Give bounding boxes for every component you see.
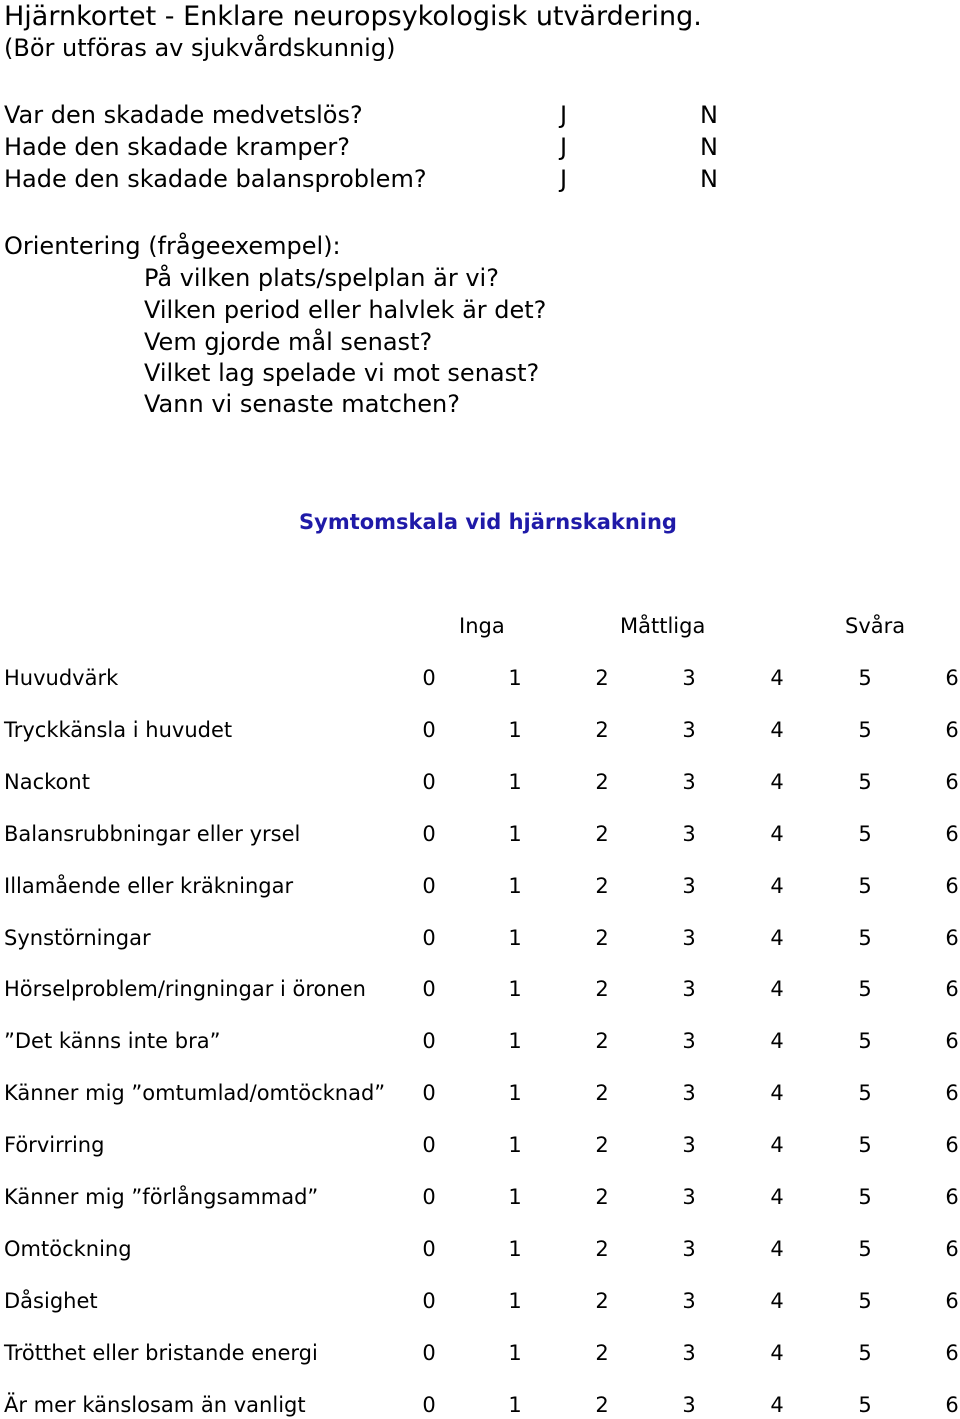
no-option[interactable]: N: [700, 165, 718, 193]
symptom-label: Dåsighet: [4, 1289, 98, 1313]
score-option-4[interactable]: 4: [770, 770, 784, 794]
score-option-0[interactable]: 0: [422, 1029, 436, 1053]
score-option-2[interactable]: 2: [595, 666, 609, 690]
score-option-1[interactable]: 1: [508, 822, 522, 846]
score-option-4[interactable]: 4: [770, 1133, 784, 1157]
yes-no-question: Var den skadade medvetslös?: [4, 101, 363, 129]
header-none: Inga: [459, 614, 505, 638]
score-option-4[interactable]: 4: [770, 1393, 784, 1417]
score-option-3[interactable]: 3: [682, 1029, 696, 1053]
score-option-4[interactable]: 4: [770, 926, 784, 950]
score-option-6[interactable]: 6: [945, 666, 959, 690]
score-option-6[interactable]: 6: [945, 822, 959, 846]
score-option-0[interactable]: 0: [422, 1289, 436, 1313]
orientation-question: Vann vi senaste matchen?: [144, 390, 460, 418]
score-option-4[interactable]: 4: [770, 718, 784, 742]
symptom-label: Känner mig ”förlångsammad”: [4, 1185, 319, 1209]
score-option-5[interactable]: 5: [858, 1289, 872, 1313]
score-option-5[interactable]: 5: [858, 666, 872, 690]
score-option-5[interactable]: 5: [858, 1133, 872, 1157]
symptom-label: Tryckkänsla i huvudet: [4, 718, 233, 742]
score-option-3[interactable]: 3: [682, 977, 696, 1001]
score-option-2[interactable]: 2: [595, 822, 609, 846]
score-option-5[interactable]: 5: [858, 977, 872, 1001]
score-option-5[interactable]: 5: [858, 1029, 872, 1053]
no-option[interactable]: N: [700, 101, 718, 129]
score-option-0[interactable]: 0: [422, 1185, 436, 1209]
symptom-label: ”Det känns inte bra”: [4, 1029, 221, 1053]
score-option-6[interactable]: 6: [945, 1133, 959, 1157]
score-option-1[interactable]: 1: [508, 666, 522, 690]
score-option-2[interactable]: 2: [595, 1341, 609, 1365]
score-option-0[interactable]: 0: [422, 1081, 436, 1105]
orientation-question: Vilket lag spelade vi mot senast?: [144, 359, 540, 387]
orientation-question: På vilken plats/spelplan är vi?: [144, 264, 499, 292]
score-option-3[interactable]: 3: [682, 1133, 696, 1157]
score-option-1[interactable]: 1: [508, 718, 522, 742]
score-option-2[interactable]: 2: [595, 770, 609, 794]
score-option-1[interactable]: 1: [508, 1185, 522, 1209]
score-option-6[interactable]: 6: [945, 1081, 959, 1105]
symptom-label: Hörselproblem/ringningar i öronen: [4, 977, 366, 1001]
score-option-2[interactable]: 2: [595, 1081, 609, 1105]
score-option-0[interactable]: 0: [422, 666, 436, 690]
symptom-label: Illamående eller kräkningar: [4, 874, 294, 898]
score-option-2[interactable]: 2: [595, 874, 609, 898]
score-option-4[interactable]: 4: [770, 822, 784, 846]
score-option-5[interactable]: 5: [858, 926, 872, 950]
score-option-3[interactable]: 3: [682, 1185, 696, 1209]
score-option-6[interactable]: 6: [945, 977, 959, 1001]
symptom-label: Förvirring: [4, 1133, 105, 1157]
score-option-2[interactable]: 2: [595, 1133, 609, 1157]
score-option-6[interactable]: 6: [945, 1341, 959, 1365]
score-option-6[interactable]: 6: [945, 1237, 959, 1261]
score-option-2[interactable]: 2: [595, 1185, 609, 1209]
symptom-label: Nackont: [4, 770, 90, 794]
score-option-0[interactable]: 0: [422, 1133, 436, 1157]
score-option-0[interactable]: 0: [422, 874, 436, 898]
symptom-label: Omtöckning: [4, 1237, 132, 1261]
score-option-1[interactable]: 1: [508, 1289, 522, 1313]
score-option-6[interactable]: 6: [945, 926, 959, 950]
score-option-5[interactable]: 5: [858, 1185, 872, 1209]
score-option-6[interactable]: 6: [945, 1289, 959, 1313]
orientation-question: Vem gjorde mål senast?: [144, 328, 433, 356]
score-option-2[interactable]: 2: [595, 718, 609, 742]
symptom-label: Balansrubbningar eller yrsel: [4, 822, 301, 846]
score-option-0[interactable]: 0: [422, 822, 436, 846]
score-option-2[interactable]: 2: [595, 1237, 609, 1261]
score-option-6[interactable]: 6: [945, 1185, 959, 1209]
score-option-4[interactable]: 4: [770, 1185, 784, 1209]
score-option-0[interactable]: 0: [422, 1393, 436, 1417]
score-option-4[interactable]: 4: [770, 1237, 784, 1261]
score-option-6[interactable]: 6: [945, 1393, 959, 1417]
score-option-3[interactable]: 3: [682, 926, 696, 950]
score-option-2[interactable]: 2: [595, 977, 609, 1001]
score-option-2[interactable]: 2: [595, 1029, 609, 1053]
score-option-4[interactable]: 4: [770, 1341, 784, 1365]
score-option-0[interactable]: 0: [422, 926, 436, 950]
score-option-3[interactable]: 3: [682, 770, 696, 794]
score-option-1[interactable]: 1: [508, 770, 522, 794]
score-option-1[interactable]: 1: [508, 926, 522, 950]
score-option-5[interactable]: 5: [858, 822, 872, 846]
score-option-6[interactable]: 6: [945, 1029, 959, 1053]
score-option-6[interactable]: 6: [945, 718, 959, 742]
score-option-2[interactable]: 2: [595, 926, 609, 950]
page-title: Hjärnkortet - Enklare neuropsykologisk utvärdering.: [4, 1, 702, 32]
yes-no-question: Hade den skadade kramper?: [4, 133, 350, 161]
score-option-1[interactable]: 1: [508, 1133, 522, 1157]
score-option-3[interactable]: 3: [682, 1081, 696, 1105]
score-option-0[interactable]: 0: [422, 1237, 436, 1261]
score-option-5[interactable]: 5: [858, 874, 872, 898]
score-option-5[interactable]: 5: [858, 1393, 872, 1417]
score-option-3[interactable]: 3: [682, 874, 696, 898]
score-option-4[interactable]: 4: [770, 666, 784, 690]
score-option-3[interactable]: 3: [682, 822, 696, 846]
symptom-label: Känner mig ”omtumlad/omtöcknad”: [4, 1081, 386, 1105]
score-option-5[interactable]: 5: [858, 770, 872, 794]
score-option-5[interactable]: 5: [858, 1081, 872, 1105]
symptom-scale-title: Symtomskala vid hjärnskakning: [299, 510, 677, 534]
no-option[interactable]: N: [700, 133, 718, 161]
score-option-1[interactable]: 1: [508, 1393, 522, 1417]
score-option-5[interactable]: 5: [858, 1341, 872, 1365]
score-option-3[interactable]: 3: [682, 1289, 696, 1313]
score-option-1[interactable]: 1: [508, 977, 522, 1001]
score-option-3[interactable]: 3: [682, 1393, 696, 1417]
symptom-label: Trötthet eller bristande energi: [4, 1341, 318, 1365]
header-severe: Svåra: [845, 614, 906, 638]
score-option-3[interactable]: 3: [682, 1237, 696, 1261]
score-option-1[interactable]: 1: [508, 874, 522, 898]
score-option-0[interactable]: 0: [422, 977, 436, 1001]
score-option-4[interactable]: 4: [770, 874, 784, 898]
score-option-4[interactable]: 4: [770, 1289, 784, 1313]
symptom-label: Huvudvärk: [4, 666, 119, 690]
orientation-question: Vilken period eller halvlek är det?: [144, 296, 547, 324]
score-option-0[interactable]: 0: [422, 718, 436, 742]
symptom-label: Synstörningar: [4, 926, 151, 950]
score-option-6[interactable]: 6: [945, 874, 959, 898]
score-option-1[interactable]: 1: [508, 1029, 522, 1053]
yes-option[interactable]: J: [560, 165, 568, 193]
score-option-3[interactable]: 3: [682, 1341, 696, 1365]
yes-no-question: Hade den skadade balansproblem?: [4, 165, 427, 193]
yes-option[interactable]: J: [560, 133, 568, 161]
score-option-5[interactable]: 5: [858, 718, 872, 742]
score-option-4[interactable]: 4: [770, 1081, 784, 1105]
score-option-2[interactable]: 2: [595, 1289, 609, 1313]
score-option-0[interactable]: 0: [422, 1341, 436, 1365]
score-option-2[interactable]: 2: [595, 1393, 609, 1417]
score-option-1[interactable]: 1: [508, 1341, 522, 1365]
score-option-0[interactable]: 0: [422, 770, 436, 794]
score-option-3[interactable]: 3: [682, 718, 696, 742]
score-option-6[interactable]: 6: [945, 770, 959, 794]
orientation-heading: Orientering (frågeexempel):: [4, 232, 341, 260]
score-option-4[interactable]: 4: [770, 977, 784, 1001]
score-option-3[interactable]: 3: [682, 666, 696, 690]
score-option-1[interactable]: 1: [508, 1081, 522, 1105]
score-option-1[interactable]: 1: [508, 1237, 522, 1261]
header-moderate: Måttliga: [620, 614, 706, 638]
score-option-4[interactable]: 4: [770, 1029, 784, 1053]
symptom-label: Är mer känslosam än vanligt: [4, 1393, 306, 1417]
score-option-5[interactable]: 5: [858, 1237, 872, 1261]
page-subtitle: (Bör utföras av sjukvårdskunnig): [4, 34, 396, 62]
yes-option[interactable]: J: [560, 101, 568, 129]
